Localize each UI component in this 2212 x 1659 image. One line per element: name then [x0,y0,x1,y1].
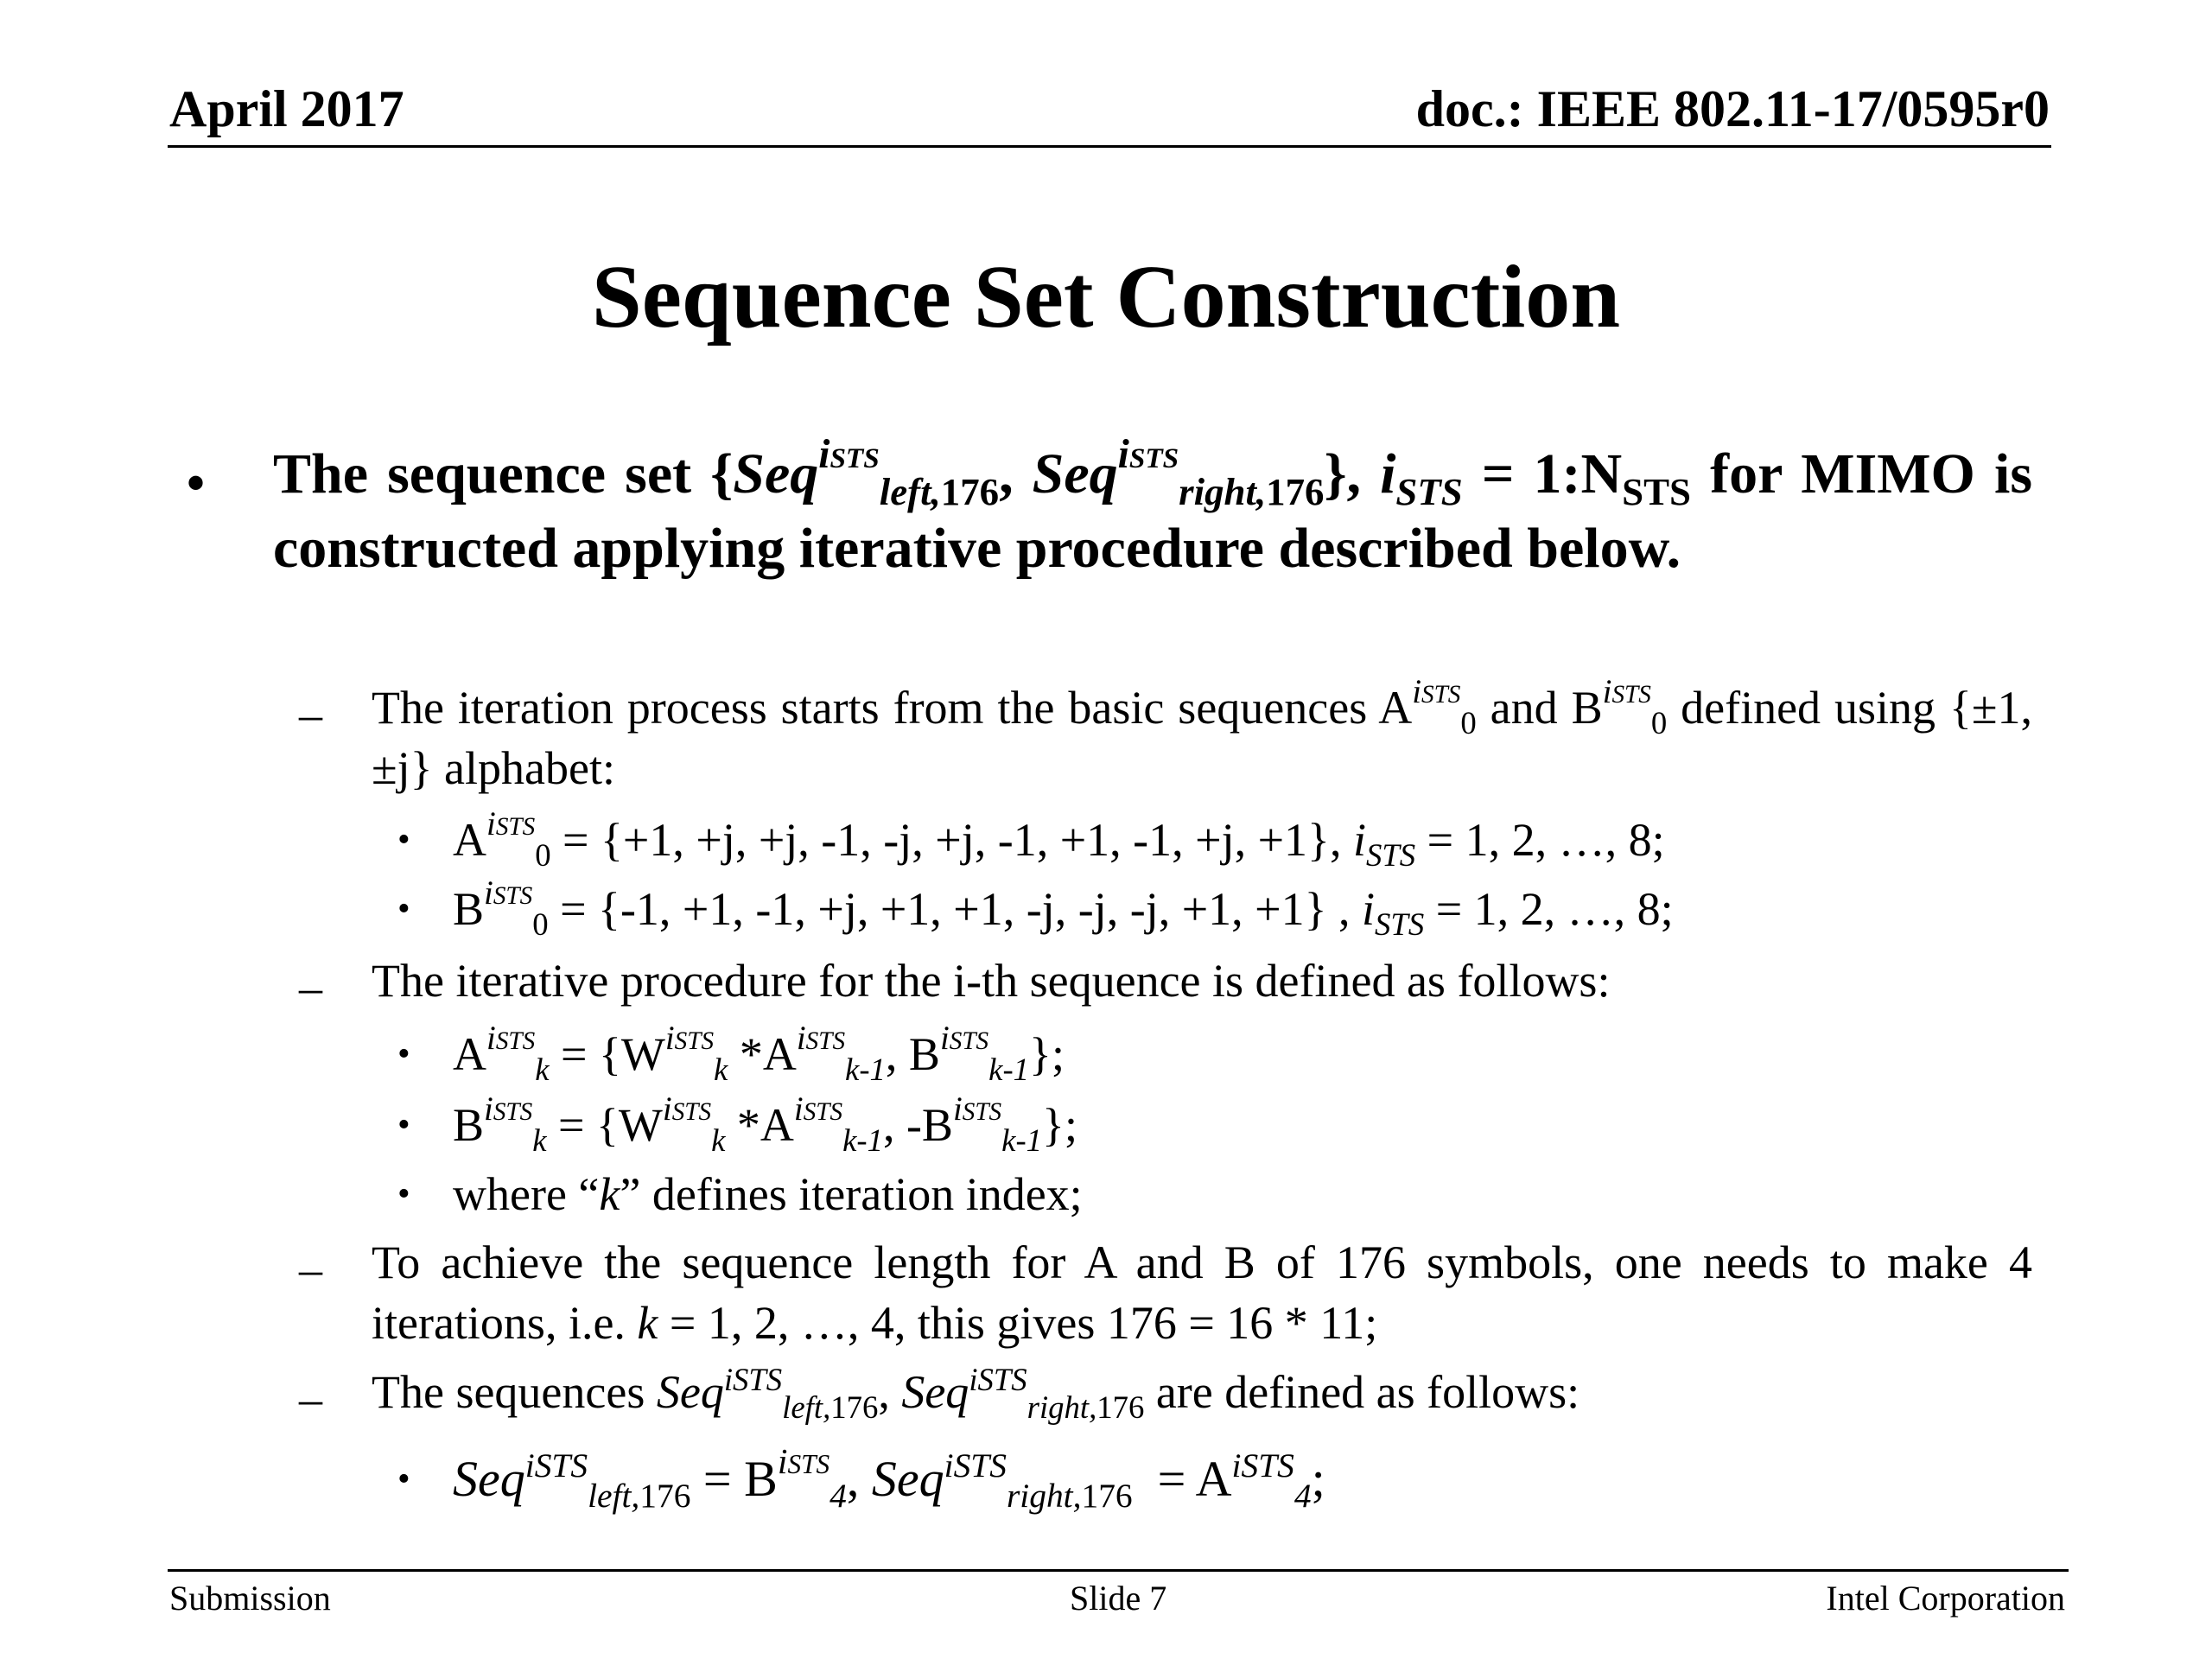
dash-item-basic-sequences: The iteration process starts from the basic sequences $A^{iSTS}_0$ and $B^{iSTS}_0$ defined using {±1, ±j} alphabet: [372,672,2032,794]
dash-item-sequence-length: To achieve the sequence length for A and B of 176 symbols, one needs to make 4 iterations, i.e. k = 1, 2, …, 4, this gives 176 = 16 * 11; [372,1236,2032,1349]
main-bullet: The sequence set {Seq$^{iSTS}_{left,176}$, Seq$^{iSTS}_{right,176}$}, $i_{STS}$ = $1:N_{STS}$ for MIMO is constructed applying iterative procedure described below. [273,431,2032,580]
dash-marker: – [299,1243,322,1295]
dash-marker: – [299,962,322,1014]
main-bullet-lead: The sequence set { [273,442,734,505]
footer-submission: Submission [169,1579,331,1618]
slide-title: Sequence Set Construction [591,247,1621,346]
sub-bullet-marker: • [397,1459,410,1499]
iteration-index-note: where “k” defines iteration index; [453,1168,1083,1220]
iteration-b: $B^{iSTS}_k = \{W^{iSTS}_k$ $*A^{iSTS}_{k-1}$, $-B^{iSTS}_{k-1}$}; [453,1090,1077,1158]
iteration-a: $A^{iSTS}_k = \{W^{iSTS}_k$ $*A^{iSTS}_{k-1}$, $B^{iSTS}_{k-1}$}; [453,1019,1065,1087]
dash-item-sequence-definition: The sequences Seq$^{iSTS}_{left,176}$, Seq$^{iSTS}_{right,176}$ are defined as follows: [372,1361,1580,1425]
sequence-b0: $B^{iSTS}_0 = \{-1$, +1, -1, +j, +1, +1, -j, -j, -j, +1, +1} , $i_{STS} = 1$, 2, …, 8; [453,874,1674,942]
header-doc-id: doc.: IEEE 802.11-17/0595r0 [1415,80,2050,137]
dash-marker: – [299,689,322,741]
footer-company: Intel Corporation [1826,1579,2065,1618]
footer-slide-number: Slide 7 [1070,1579,1167,1618]
sequence-a0: $A^{iSTS}_0 = \{+1$, +j, +j, -1, -j, +j, -1, +1, -1, +j, +1}, $i_{STS} = 1$, 2, …, 8; [453,804,1665,873]
sub-bullet-marker: • [397,889,410,929]
main-bullet-end: for MIMO is constructed applying iterative procedure described below. [273,442,2032,580]
final-sequence-definition: $Seq^{iSTS}_{left,176} = B^{iSTS}_4$, $Seq^{iSTS}_{right,176} = A^{iSTS}_4$; [453,1442,1325,1515]
sub-bullet-marker: • [397,820,410,860]
sub-bullet-marker: • [397,1174,410,1214]
dash-marker: – [299,1373,322,1425]
footer-divider [168,1569,2069,1572]
header-date: April 2017 [169,80,404,137]
sub-bullet-marker: • [397,1105,410,1145]
dash-item-iterative-procedure: The iterative procedure for the i-th sequence is defined as follows: [372,955,1611,1007]
bullet-marker: • [187,454,206,512]
header-divider [168,145,2051,148]
sub-bullet-marker: • [397,1034,410,1074]
